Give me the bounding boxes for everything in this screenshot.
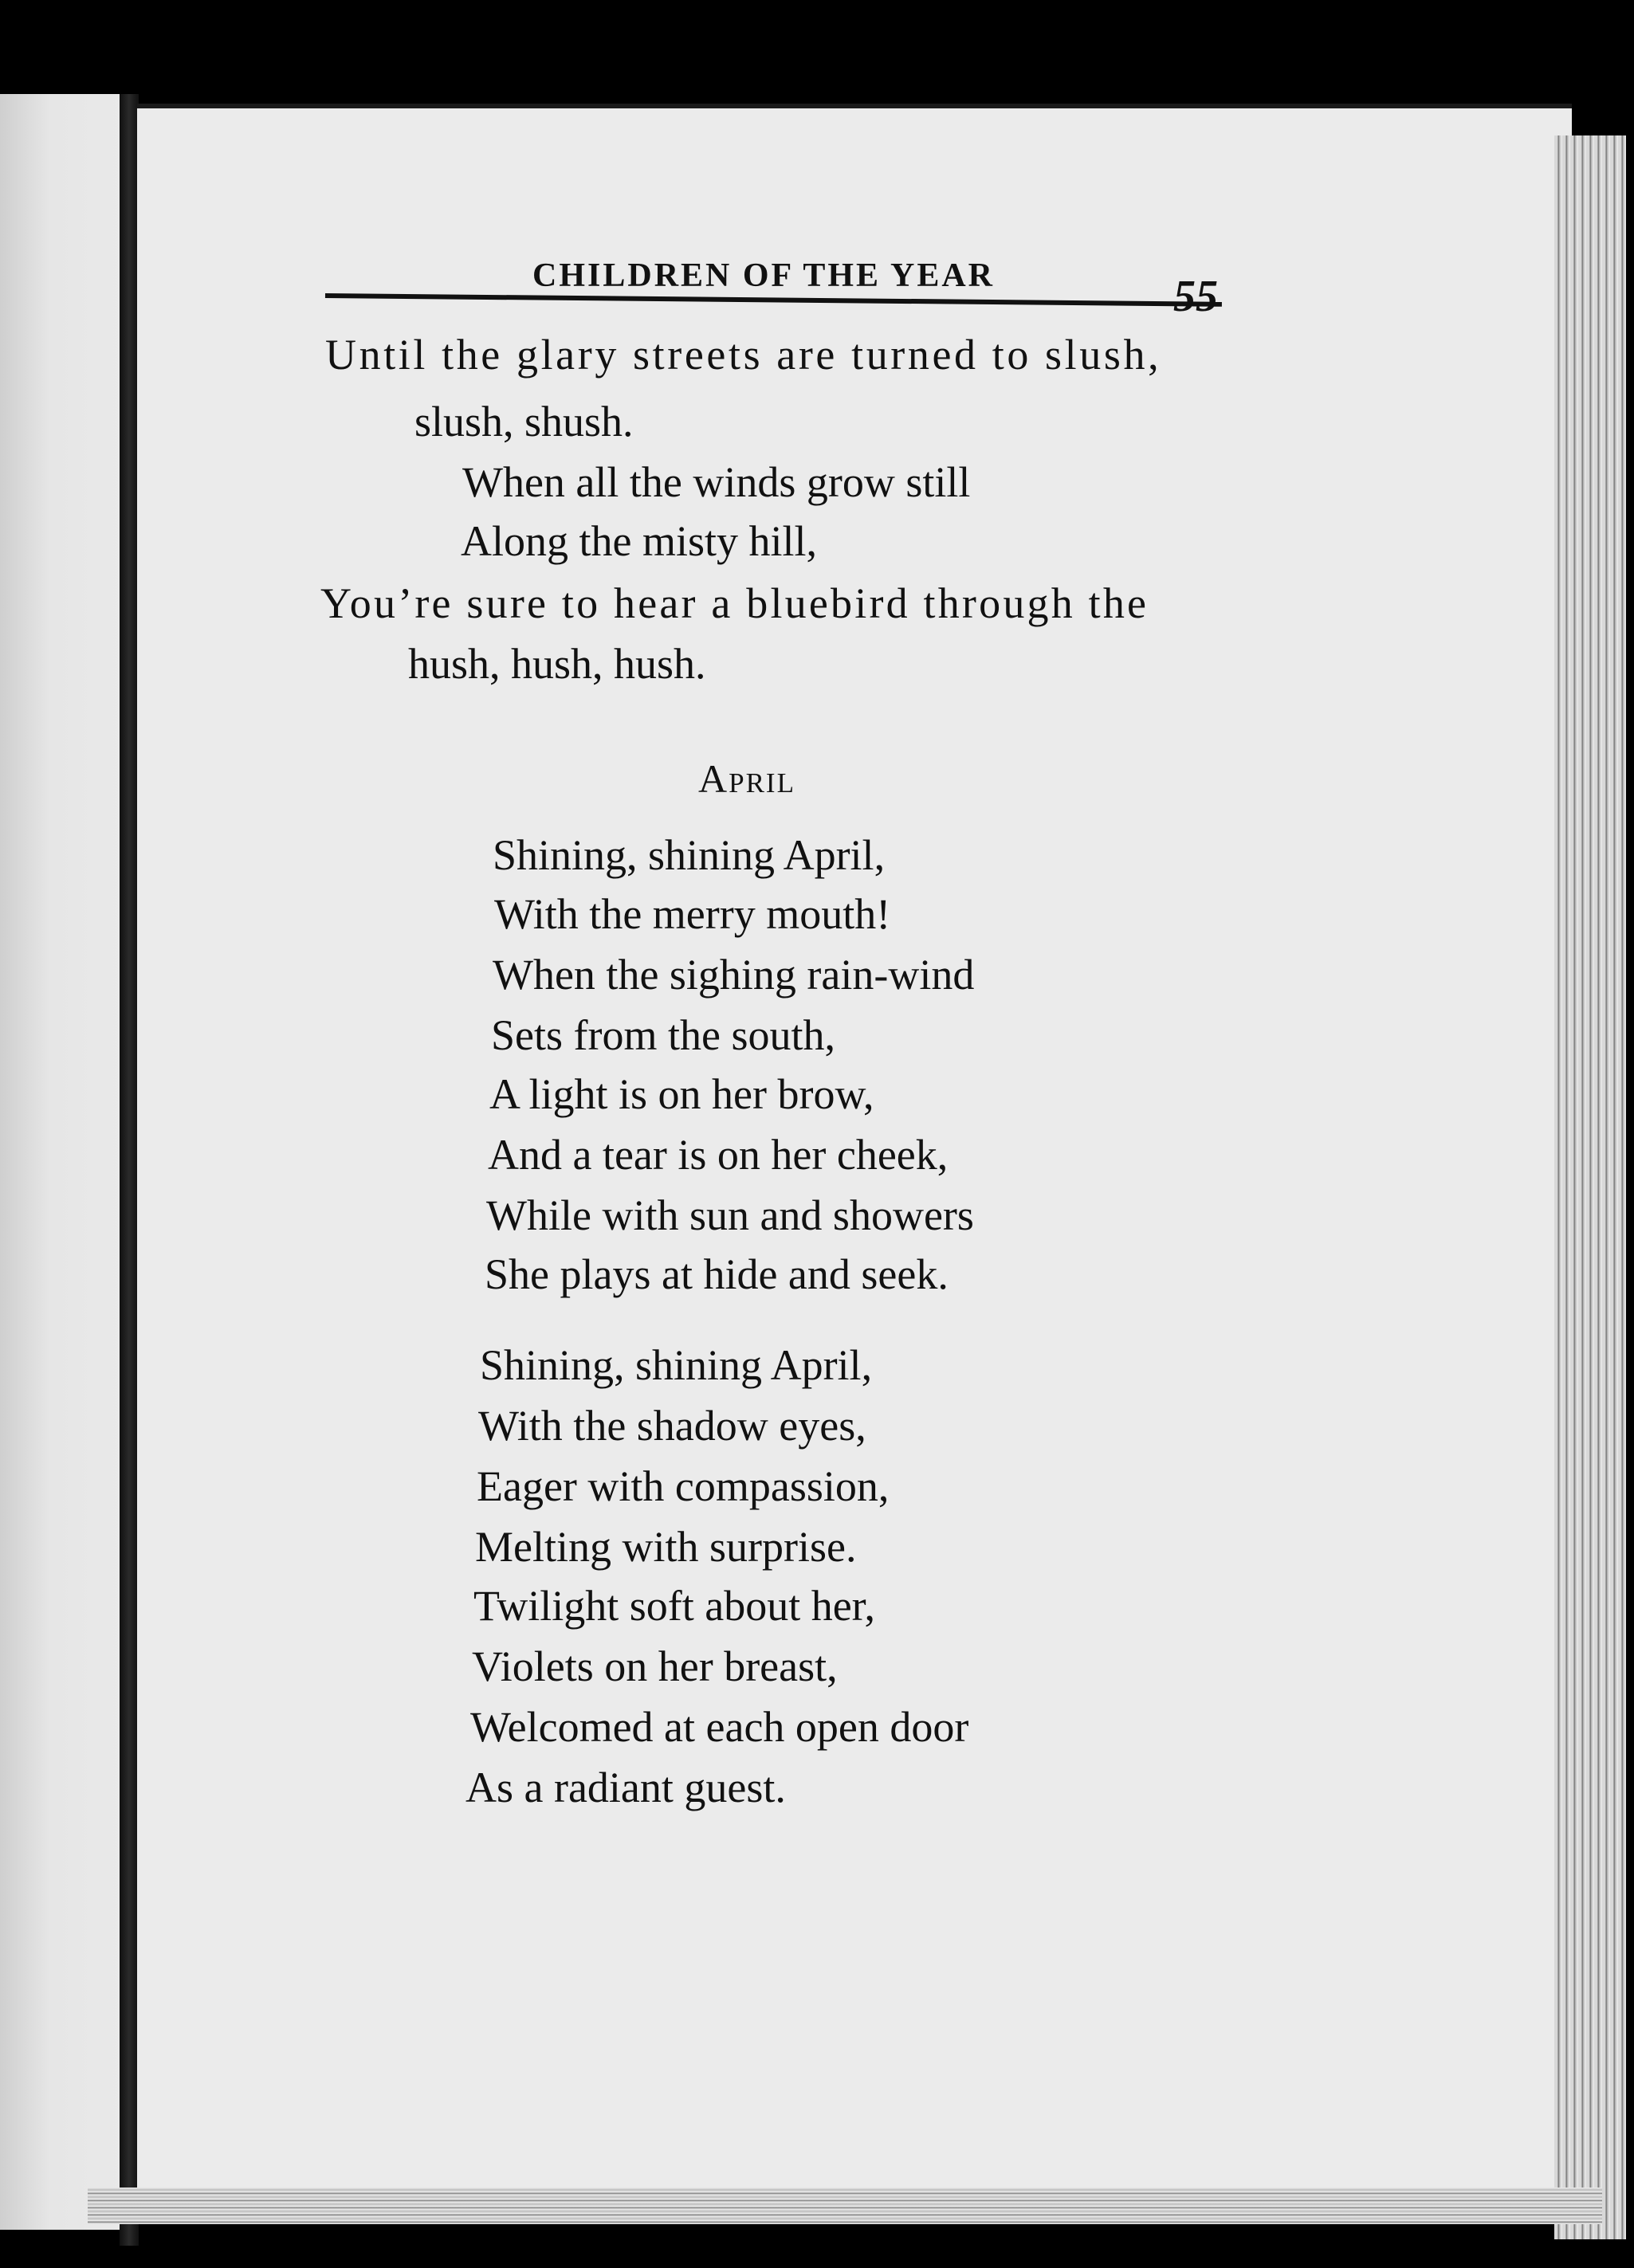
verse-line: hush, hush, hush. (408, 640, 706, 688)
page-edges-right (1554, 135, 1626, 2239)
verse-line: Shining, shining April, (480, 1341, 873, 1389)
verse-line: Violets on her breast, (472, 1642, 838, 1690)
running-head: CHILDREN OF THE YEAR (532, 257, 996, 294)
verse-line: With the merry mouth! (494, 890, 891, 938)
verse-line: When all the winds grow still (462, 458, 971, 506)
verse-line: A light is on her brow, (489, 1070, 874, 1118)
verse-line: You’re sure to hear a bluebird through the (320, 579, 1149, 627)
verse-line: Along the misty hill, (461, 517, 818, 565)
verse-line: Until the glary streets are turned to slush, (325, 331, 1162, 379)
facing-page-edge (0, 94, 126, 2230)
verse-line: While with sun and showers (486, 1191, 974, 1239)
page-number: 55 (1173, 272, 1218, 321)
binding-gutter (120, 94, 139, 2246)
verse-line: Twilight soft about her, (473, 1582, 875, 1630)
verse-line: As a radiant guest. (465, 1764, 786, 1811)
page-edges-bottom (88, 2188, 1602, 2224)
verse-line: Welcomed at each open door (470, 1703, 969, 1751)
verse-line: And a tear is on her cheek, (488, 1131, 949, 1179)
poem-title: April (698, 756, 795, 801)
verse-line: slush, shush. (414, 398, 634, 445)
verse-line: Eager with compassion, (477, 1462, 890, 1510)
verse-line: When the sighing rain-wind (493, 951, 975, 999)
verse-line: She plays at hide and seek. (485, 1250, 949, 1298)
verse-line: With the shadow eyes, (478, 1402, 866, 1450)
verse-line: Melting with surprise. (475, 1523, 857, 1571)
verse-line: Shining, shining April, (493, 831, 886, 879)
verse-line: Sets from the south, (491, 1011, 835, 1059)
